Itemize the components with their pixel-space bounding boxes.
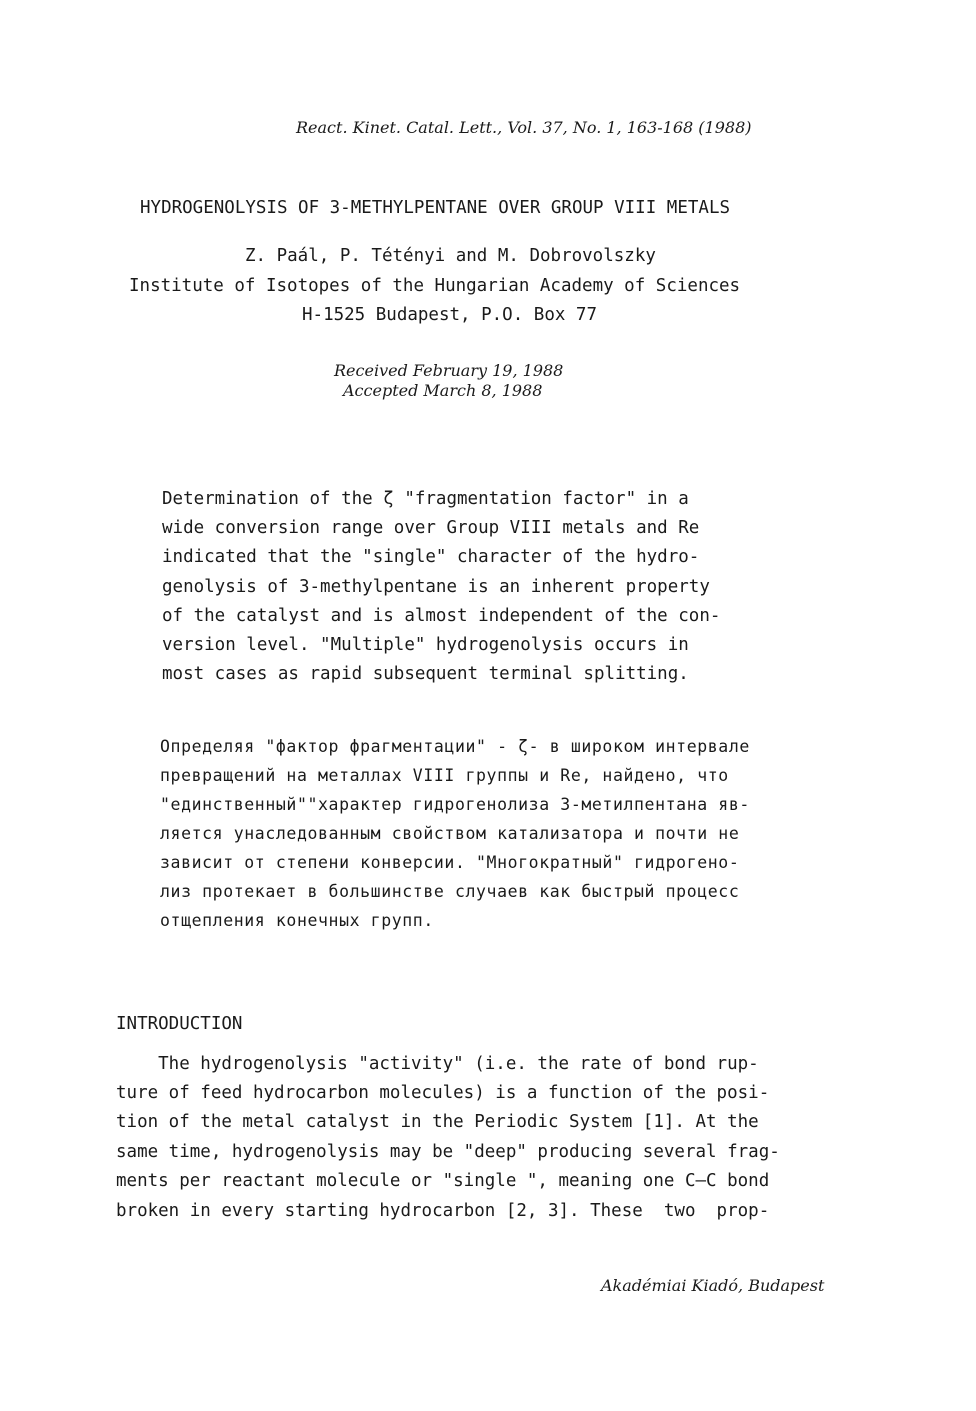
abstract-ru-line: зависит от степени конверсии. "Многократный" гидрогено- <box>160 853 740 872</box>
body-line: ments per reactant molecule or "single ", meaning one C—C bond <box>116 1171 770 1191</box>
abstract-ru-line: "единственный""характер гидрогенолиза 3-метилпентана яв- <box>160 795 750 814</box>
received-date: Received February 19, 1988 <box>334 361 564 380</box>
abstract-ru-line: ляется унаследованным свойством катализатора и почти не <box>160 824 740 843</box>
abstract-ru-line: превращений на металлах VIII группы и Re, найдено, что <box>160 766 729 785</box>
abstract-line: version level. "Multiple" hydrogenolysis occurs in <box>162 635 689 655</box>
body-line: same time, hydrogenolysis may be "deep" producing several frag- <box>116 1142 780 1162</box>
abstract-ru-line: отщепления конечных групп. <box>160 911 434 930</box>
abstract-line: genolysis of 3-methylpentane is an inherent property <box>162 577 710 597</box>
abstract-line: indicated that the "single" character of the hydro- <box>162 547 700 567</box>
affiliation-institute: Institute of Isotopes of the Hungarian Academy of Sciences <box>129 276 741 296</box>
accepted-date: Accepted March 8, 1988 <box>343 381 543 400</box>
journal-citation: React. Kinet. Catal. Lett., Vol. 37, No. 1, 163-168 (1988) <box>296 118 752 137</box>
affiliation-address: H-1525 Budapest, P.O. Box 77 <box>302 305 598 325</box>
abstract-ru-line: лиз протекает в большинстве случаев как быстрый процесс <box>160 882 740 901</box>
section-heading-introduction: INTRODUCTION <box>116 1014 243 1034</box>
paper-title: HYDROGENOLYSIS OF 3-METHYLPENTANE OVER GROUP VIII METALS <box>140 198 731 218</box>
abstract-line: most cases as rapid subsequent terminal splitting. <box>162 664 689 684</box>
abstract-line: Determination of the ζ "fragmentation factor" in a <box>162 489 689 509</box>
abstract-ru-line: Определяя "фактор фрагментации" - ζ- в широком интервале <box>160 737 750 756</box>
publisher-footer: Akadémiai Kiadó, Budapest <box>601 1276 825 1295</box>
authors: Z. Paál, P. Tétényi and M. Dobrovolszky <box>245 246 656 266</box>
abstract-line: of the catalyst and is almost independent of the con- <box>162 606 721 626</box>
body-line: ture of feed hydrocarbon molecules) is a function of the posi- <box>116 1083 770 1103</box>
body-line: The hydrogenolysis "activity" (i.e. the rate of bond rup- <box>116 1054 759 1074</box>
body-line: broken in every starting hydrocarbon [2, 3]. These two prop- <box>116 1201 770 1221</box>
abstract-line: wide conversion range over Group VIII metals and Re <box>162 518 700 538</box>
body-line: tion of the metal catalyst in the Periodic System [1]. At the <box>116 1112 759 1132</box>
